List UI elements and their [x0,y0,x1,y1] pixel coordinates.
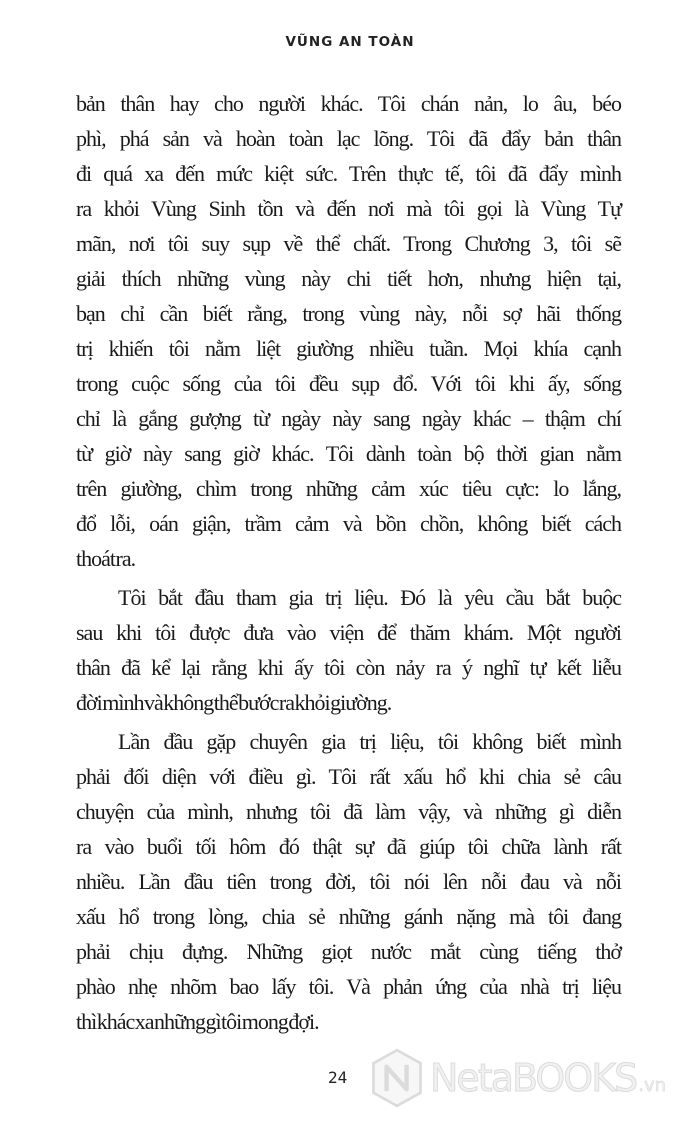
text-line: giải thích những vùng này chi tiết hơn, nhưng hiện tại, [76,266,621,291]
text-line: trong cuộc sống của tôi đều sụp đổ. Với tôi khi ấy, sống [76,371,621,396]
text-line: sau khi tôi được đưa vào viện để thăm khám. Một người [76,620,621,645]
text-line: xấu hổ trong lòng, chia sẻ những gánh nặng mà tôi đang [76,904,621,929]
text-line: thì khác xa những gì tôi mong đợi. [76,1009,319,1034]
text-line: phải chịu đựng. Những giọt nước mắt cùng tiếng thở [76,939,621,964]
text-line: đổ lỗi, oán giận, trầm cảm và bồn chồn, không biết cách [76,511,621,536]
running-header: VŨNG AN TOÀN [285,34,415,50]
text-line: đi quá xa đến mức kiệt sức. Trên thực tế, tôi đã đẩy mình [76,161,621,186]
text-line: từ giờ này sang giờ khác. Tôi dành toàn bộ thời gian nằm [76,441,621,466]
body-text [76,86,621,1043]
text-line: phì, phá sản và hoàn toàn lạc lõng. Tôi đã đẩy bản thân [76,126,621,151]
text-line: chỉ là gắng gượng từ ngày này sang ngày khác – thậm chí [76,406,621,431]
text-line: chuyện của mình, nhưng tôi đã làm vậy, và những gì diễn [76,799,621,824]
text-line: Lần đầu gặp chuyên gia trị liệu, tôi không biết mình [118,729,621,754]
text-line: thoát ra. [76,546,136,571]
watermark-text: NetaBOOKS [430,1056,637,1100]
text-line: ra vào buổi tối hôm đó thật sự đã giúp tôi chữa lành rất [76,834,621,859]
text-line: phải đối diện với điều gì. Tôi rất xấu hổ khi chia sẻ câu [76,764,621,789]
text-line: thân đã kể lại rằng khi ấy tôi còn nảy ra ý nghĩ tự kết liễu [76,655,621,680]
text-line: bạn chỉ cần biết rằng, trong vùng này, nỗi sợ hãi thống [76,301,621,326]
paragraph [76,580,621,720]
paragraph [76,86,621,576]
text-line: nhiều. Lần đầu tiên trong đời, tôi nói lên nỗi đau và nỗi [76,869,621,894]
text-line: mãn, nơi tôi suy sụp về thể chất. Trong Chương 3, tôi sẽ [76,231,621,256]
watermark [370,1047,666,1109]
netabooks-logo-icon [370,1047,424,1109]
text-line: bản thân hay cho người khác. Tôi chán nản, lo âu, béo [76,91,621,116]
text-line: ra khỏi Vùng Sinh tồn và đến nơi mà tôi gọi là Vùng Tự [76,196,621,221]
paragraph [76,724,621,1039]
text-line: đời mình và không thể bước ra khỏi giường. [76,690,392,715]
watermark-suffix: .vn [638,1074,667,1096]
text-line: phào nhẹ nhõm bao lấy tôi. Và phản ứng của nhà trị liệu [76,974,621,999]
text-line: Tôi bắt đầu tham gia trị liệu. Đó là yêu cầu bắt buộc [118,585,621,610]
text-line: trị khiến tôi nằm liệt giường nhiều tuần. Mọi khía cạnh [76,336,621,361]
text-line: trên giường, chìm trong những cảm xúc tiêu cực: lo lắng, [76,476,621,501]
page-number: 24 [328,1068,348,1087]
